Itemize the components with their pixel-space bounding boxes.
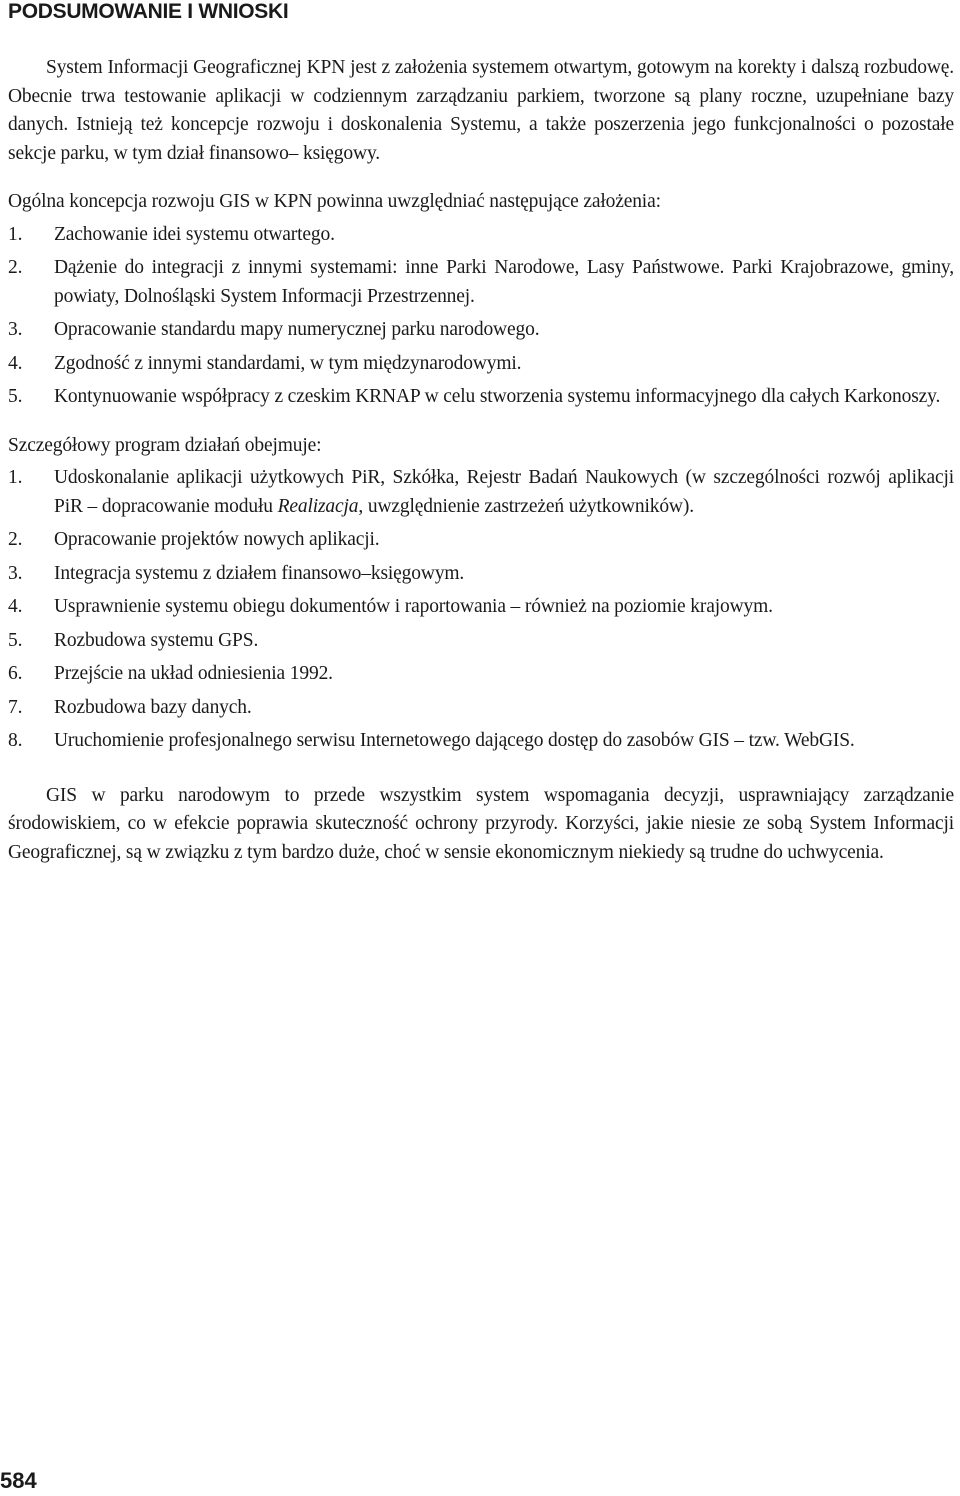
list-text: Zachowanie idei systemu otwartego. — [54, 223, 335, 245]
list-text: Opracowanie projektów nowych aplikacji. — [54, 529, 380, 550]
list-number: 1. — [8, 467, 23, 488]
list-item — [8, 383, 954, 412]
intro-paragraph: System Informacji Geograficznej KPN jest z założenia systemem otwartym, gotowym na korekty i dalszą rozbudowę. Obecnie trwa testowanie aplikacji w codziennym zarządzaniu parkiem, tworzone są plany roczne, uzupełniane bazy danych. Istnieją też koncepcje rozwoju i doskonalenia Systemu, a także poszerzenia jego funkcjonalności o pozostałe sekcje parku, w tym dział finansowo– księgowy. — [8, 57, 954, 164]
list-number: 3. — [8, 562, 23, 584]
list-text — [54, 464, 954, 521]
list-number: 2. — [8, 529, 23, 550]
list-text: Kontynuowanie współpracy z czeskim KRNAP w celu stworzenia systemu informacyjnego dla całych Karkonoszy. — [54, 386, 941, 407]
list-item — [8, 316, 954, 345]
list-number: 4. — [8, 352, 23, 374]
list-item — [8, 221, 954, 250]
list-item — [8, 560, 954, 589]
list-number: 3. — [8, 319, 23, 340]
list-text: Uruchomienie profesjonalnego serwisu Internetowego dającego dostęp do zasobów GIS – tzw. WebGIS. — [54, 730, 855, 751]
list-item — [8, 694, 954, 723]
list-number: 5. — [8, 629, 23, 651]
list-item — [8, 464, 954, 521]
list-number: 1. — [8, 223, 23, 245]
list-item — [8, 627, 954, 656]
list-item — [8, 526, 954, 555]
program-list — [8, 464, 954, 756]
concept-lead: Ogólna koncepcja rozwoju GIS w KPN powinna uwzględniać następujące założenia: — [8, 191, 661, 212]
list-number: 8. — [8, 730, 23, 751]
list-text: Dążenie do integracji z innymi systemami: inne Parki Narodowe, Lasy Państwowe. Parki Krajobrazowe, gminy, powiaty, Dolnośląski System Informacji Przestrzennej. — [54, 257, 954, 307]
list-number: 6. — [8, 663, 23, 684]
document-body — [8, 54, 954, 867]
closing-paragraph: GIS w parku narodowym to przede wszystkim system wspomagania decyzji, usprawniający zarządzanie środowiskiem, co w efekcie poprawia skuteczność ochrony przyrody. Korzyści, jakie niesie ze sobą System Informacji Geograficznej, są w związku z tym bardzo duże, choć w sensie ekonomicznym niekiedy są trudne do uchwycenia. — [8, 784, 954, 863]
list-text: Integracja systemu z działem finansowo–księgowym. — [54, 562, 465, 584]
page-number: 584 — [0, 1468, 37, 1493]
list-number: 2. — [8, 257, 23, 278]
section-heading: PODSUMOWANIE I WNIOSKI — [8, 0, 289, 23]
list-text: Rozbudowa systemu GPS. — [54, 629, 259, 651]
list-text-part: , uwzględnienie zastrzeżeń użytkowników). — [358, 495, 694, 517]
concept-list — [8, 221, 954, 412]
list-text-part: Udoskonalanie aplikacji użytkowych PiR, Szkółka, Rejestr Badań Naukowych (w szczególności rozwój aplikacji PiR – dopracowanie modułu — [54, 467, 954, 517]
list-text: Przejście na układ odniesienia 1992. — [54, 663, 333, 684]
list-number: 5. — [8, 386, 23, 407]
program-lead: Szczegółowy program działań obejmuje: — [8, 434, 322, 456]
list-text: Opracowanie standardu mapy numerycznej parku narodowego. — [54, 319, 540, 340]
list-item — [8, 350, 954, 379]
list-item — [8, 254, 954, 311]
list-text: Usprawnienie systemu obiegu dokumentów i raportowania – również na poziomie krajowym. — [54, 596, 773, 617]
list-text: Zgodność z innymi standardami, w tym międzynarodowymi. — [54, 352, 522, 374]
list-item — [8, 593, 954, 622]
list-item — [8, 660, 954, 689]
list-text: Rozbudowa bazy danych. — [54, 696, 252, 718]
list-number: 7. — [8, 696, 23, 718]
list-item — [8, 727, 954, 756]
list-number: 4. — [8, 596, 23, 617]
module-name: Realizacja — [277, 495, 359, 517]
